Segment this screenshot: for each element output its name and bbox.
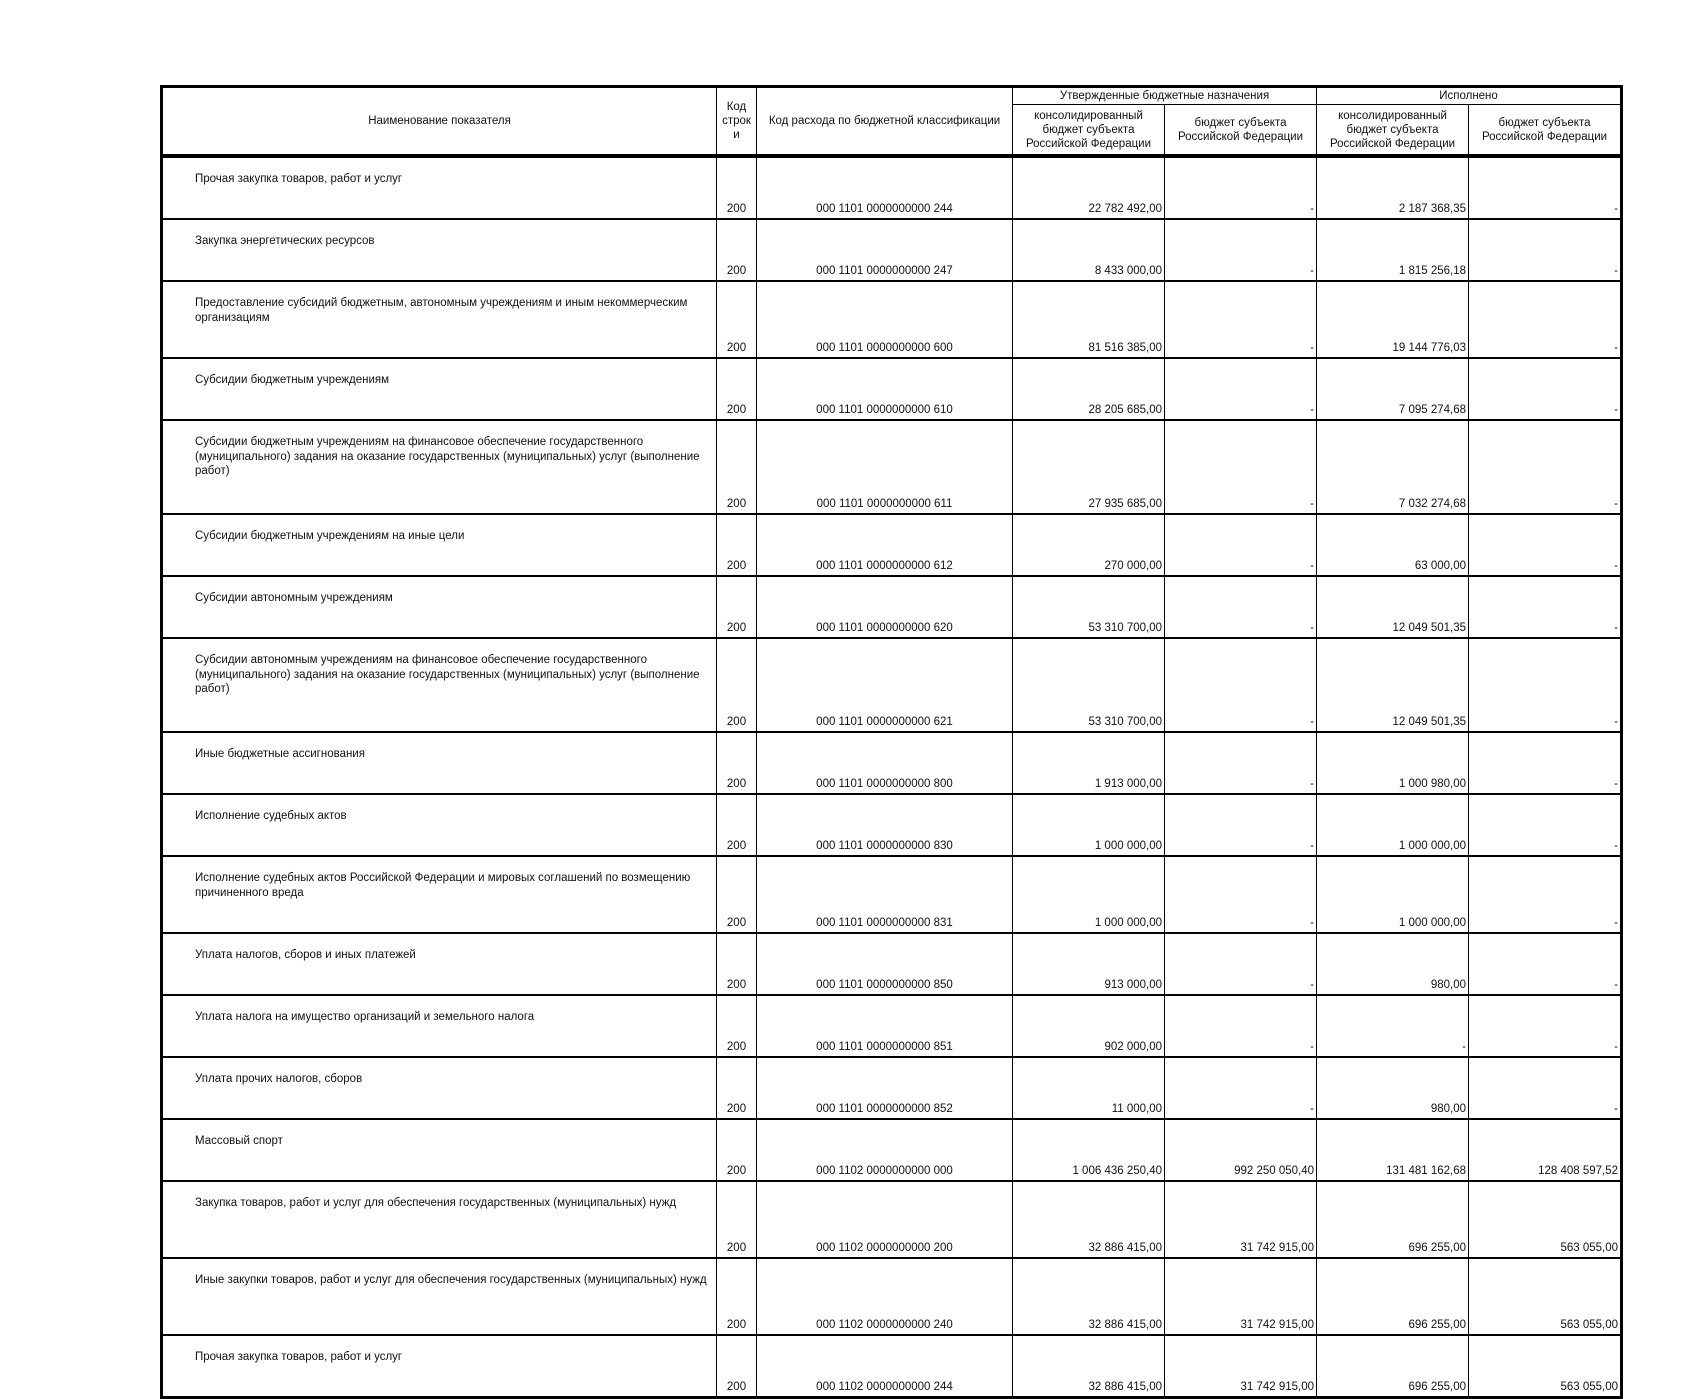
row-line-code: 200 bbox=[717, 219, 757, 281]
row-executed-consolidated: 2 187 368,35 bbox=[1317, 156, 1469, 219]
row-approved-consolidated: 913 000,00 bbox=[1013, 933, 1165, 995]
row-name: Закупка товаров, работ и услуг для обеспечения государственных (муниципальных) нужд bbox=[162, 1181, 717, 1258]
table-row bbox=[162, 995, 1622, 1057]
table-row bbox=[162, 420, 1622, 514]
row-executed-subject: - bbox=[1469, 420, 1622, 514]
row-name: Субсидии бюджетным учреждениям на иные цели bbox=[162, 514, 717, 576]
row-approved-subject: - bbox=[1165, 995, 1317, 1057]
row-approved-subject: 31 742 915,00 bbox=[1165, 1335, 1317, 1398]
row-executed-consolidated: 7 032 274,68 bbox=[1317, 420, 1469, 514]
row-executed-consolidated: 131 481 162,68 bbox=[1317, 1119, 1469, 1181]
row-name: Иные закупки товаров, работ и услуг для обеспечения государственных (муниципальных) нужд bbox=[162, 1258, 717, 1335]
row-executed-subject: - bbox=[1469, 1057, 1622, 1119]
row-executed-subject: - bbox=[1469, 995, 1622, 1057]
table-row bbox=[162, 1335, 1622, 1398]
row-budget-code: 000 1101 0000000000 830 bbox=[757, 794, 1013, 856]
row-approved-subject: - bbox=[1165, 576, 1317, 638]
row-name: Уплата налога на имущество организаций и земельного налога bbox=[162, 995, 717, 1057]
row-executed-consolidated: 1 000 000,00 bbox=[1317, 794, 1469, 856]
row-budget-code: 000 1102 0000000000 240 bbox=[757, 1258, 1013, 1335]
row-approved-consolidated: 27 935 685,00 bbox=[1013, 420, 1165, 514]
table-row bbox=[162, 856, 1622, 933]
row-executed-consolidated: 696 255,00 bbox=[1317, 1181, 1469, 1258]
row-executed-consolidated: 980,00 bbox=[1317, 1057, 1469, 1119]
row-line-code: 200 bbox=[717, 1181, 757, 1258]
row-name: Прочая закупка товаров, работ и услуг bbox=[162, 1335, 717, 1398]
row-executed-consolidated: 980,00 bbox=[1317, 933, 1469, 995]
table-row bbox=[162, 794, 1622, 856]
row-executed-subject: - bbox=[1469, 514, 1622, 576]
row-executed-consolidated: 1 815 256,18 bbox=[1317, 219, 1469, 281]
row-approved-subject: - bbox=[1165, 638, 1317, 732]
row-approved-subject: - bbox=[1165, 156, 1317, 219]
row-name: Исполнение судебных актов bbox=[162, 794, 717, 856]
table-row bbox=[162, 1181, 1622, 1258]
table-row bbox=[162, 638, 1622, 732]
row-approved-subject: - bbox=[1165, 358, 1317, 420]
table-row bbox=[162, 156, 1622, 219]
row-line-code: 200 bbox=[717, 1119, 757, 1181]
row-approved-subject: - bbox=[1165, 514, 1317, 576]
row-executed-subject: - bbox=[1469, 638, 1622, 732]
row-name: Прочая закупка товаров, работ и услуг bbox=[162, 156, 717, 219]
row-budget-code: 000 1101 0000000000 600 bbox=[757, 281, 1013, 358]
row-executed-subject: - bbox=[1469, 156, 1622, 219]
table-row bbox=[162, 576, 1622, 638]
row-executed-consolidated: 19 144 776,03 bbox=[1317, 281, 1469, 358]
row-budget-code: 000 1101 0000000000 831 bbox=[757, 856, 1013, 933]
row-line-code: 200 bbox=[717, 638, 757, 732]
row-executed-consolidated: - bbox=[1317, 995, 1469, 1057]
row-approved-consolidated: 1 913 000,00 bbox=[1013, 732, 1165, 794]
row-line-code: 200 bbox=[717, 794, 757, 856]
row-executed-subject: - bbox=[1469, 358, 1622, 420]
row-approved-consolidated: 270 000,00 bbox=[1013, 514, 1165, 576]
header-executed-subject: бюджет субъекта Российской Федерации bbox=[1469, 105, 1622, 157]
row-approved-subject: - bbox=[1165, 856, 1317, 933]
row-name: Исполнение судебных актов Российской Федерации и мировых соглашений по возмещению причиненного вреда bbox=[162, 856, 717, 933]
table-row bbox=[162, 1258, 1622, 1335]
row-approved-consolidated: 8 433 000,00 bbox=[1013, 219, 1165, 281]
row-executed-consolidated: 696 255,00 bbox=[1317, 1258, 1469, 1335]
row-executed-subject: 563 055,00 bbox=[1469, 1258, 1622, 1335]
row-approved-subject: 31 742 915,00 bbox=[1165, 1181, 1317, 1258]
header-approved-group: Утвержденные бюджетные назначения bbox=[1013, 87, 1317, 105]
row-line-code: 200 bbox=[717, 1258, 757, 1335]
row-approved-consolidated: 32 886 415,00 bbox=[1013, 1181, 1165, 1258]
row-executed-subject: 563 055,00 bbox=[1469, 1181, 1622, 1258]
header-executed-consolidated: консолидированный бюджет субъекта Российской Федерации bbox=[1317, 105, 1469, 157]
row-executed-subject: - bbox=[1469, 732, 1622, 794]
table-row bbox=[162, 732, 1622, 794]
row-budget-code: 000 1101 0000000000 247 bbox=[757, 219, 1013, 281]
row-budget-code: 000 1101 0000000000 852 bbox=[757, 1057, 1013, 1119]
row-approved-consolidated: 1 000 000,00 bbox=[1013, 794, 1165, 856]
row-name: Субсидии бюджетным учреждениям на финансовое обеспечение государственного (муниципального) задания на оказание государственных (муниципальных) услуг (выполнение работ) bbox=[162, 420, 717, 514]
row-executed-subject: - bbox=[1469, 281, 1622, 358]
row-approved-consolidated: 53 310 700,00 bbox=[1013, 638, 1165, 732]
row-line-code: 200 bbox=[717, 576, 757, 638]
row-approved-subject: - bbox=[1165, 794, 1317, 856]
row-line-code: 200 bbox=[717, 420, 757, 514]
row-approved-consolidated: 32 886 415,00 bbox=[1013, 1335, 1165, 1398]
row-approved-subject: - bbox=[1165, 933, 1317, 995]
row-executed-subject: - bbox=[1469, 933, 1622, 995]
table-row bbox=[162, 219, 1622, 281]
row-line-code: 200 bbox=[717, 856, 757, 933]
row-approved-subject: - bbox=[1165, 219, 1317, 281]
row-budget-code: 000 1101 0000000000 610 bbox=[757, 358, 1013, 420]
row-name: Субсидии бюджетным учреждениям bbox=[162, 358, 717, 420]
row-executed-consolidated: 1 000 000,00 bbox=[1317, 856, 1469, 933]
row-budget-code: 000 1102 0000000000 200 bbox=[757, 1181, 1013, 1258]
row-budget-code: 000 1101 0000000000 611 bbox=[757, 420, 1013, 514]
row-line-code: 200 bbox=[717, 1335, 757, 1398]
row-line-code: 200 bbox=[717, 358, 757, 420]
row-budget-code: 000 1102 0000000000 000 bbox=[757, 1119, 1013, 1181]
row-approved-consolidated: 81 516 385,00 bbox=[1013, 281, 1165, 358]
row-name: Закупка энергетических ресурсов bbox=[162, 219, 717, 281]
row-approved-subject: - bbox=[1165, 281, 1317, 358]
row-line-code: 200 bbox=[717, 514, 757, 576]
row-budget-code: 000 1101 0000000000 612 bbox=[757, 514, 1013, 576]
row-approved-subject: - bbox=[1165, 420, 1317, 514]
header-name: Наименование показателя bbox=[162, 87, 717, 157]
table-row bbox=[162, 358, 1622, 420]
row-name: Иные бюджетные ассигнования bbox=[162, 732, 717, 794]
budget-report-sheet bbox=[160, 85, 1620, 1399]
row-executed-subject: 563 055,00 bbox=[1469, 1335, 1622, 1398]
row-executed-consolidated: 63 000,00 bbox=[1317, 514, 1469, 576]
row-line-code: 200 bbox=[717, 933, 757, 995]
row-executed-consolidated: 696 255,00 bbox=[1317, 1335, 1469, 1398]
row-approved-consolidated: 11 000,00 bbox=[1013, 1057, 1165, 1119]
row-name: Массовый спорт bbox=[162, 1119, 717, 1181]
row-approved-subject: - bbox=[1165, 732, 1317, 794]
table-body bbox=[162, 156, 1622, 1398]
header-approved-consolidated: консолидированный бюджет субъекта Российской Федерации bbox=[1013, 105, 1165, 157]
row-budget-code: 000 1101 0000000000 800 bbox=[757, 732, 1013, 794]
table-row bbox=[162, 514, 1622, 576]
row-line-code: 200 bbox=[717, 156, 757, 219]
row-name: Субсидии автономным учреждениям bbox=[162, 576, 717, 638]
row-budget-code: 000 1102 0000000000 244 bbox=[757, 1335, 1013, 1398]
row-executed-consolidated: 7 095 274,68 bbox=[1317, 358, 1469, 420]
row-approved-consolidated: 53 310 700,00 bbox=[1013, 576, 1165, 638]
header-approved-subject: бюджет субъекта Российской Федерации bbox=[1165, 105, 1317, 157]
table-row bbox=[162, 281, 1622, 358]
header-line-code: Код строк и bbox=[717, 87, 757, 157]
row-executed-subject: - bbox=[1469, 856, 1622, 933]
table-row bbox=[162, 1057, 1622, 1119]
row-name: Уплата прочих налогов, сборов bbox=[162, 1057, 717, 1119]
row-executed-subject: - bbox=[1469, 794, 1622, 856]
header-executed-group: Исполнено bbox=[1317, 87, 1622, 105]
row-line-code: 200 bbox=[717, 1057, 757, 1119]
row-approved-consolidated: 902 000,00 bbox=[1013, 995, 1165, 1057]
header-budget-code: Код расхода по бюджетной классификации bbox=[757, 87, 1013, 157]
row-executed-subject: 128 408 597,52 bbox=[1469, 1119, 1622, 1181]
row-approved-consolidated: 22 782 492,00 bbox=[1013, 156, 1165, 219]
table-row bbox=[162, 933, 1622, 995]
row-approved-consolidated: 1 000 000,00 bbox=[1013, 856, 1165, 933]
row-budget-code: 000 1101 0000000000 244 bbox=[757, 156, 1013, 219]
row-approved-subject: - bbox=[1165, 1057, 1317, 1119]
row-name: Уплата налогов, сборов и иных платежей bbox=[162, 933, 717, 995]
row-budget-code: 000 1101 0000000000 621 bbox=[757, 638, 1013, 732]
table-row bbox=[162, 1119, 1622, 1181]
row-approved-consolidated: 1 006 436 250,40 bbox=[1013, 1119, 1165, 1181]
row-line-code: 200 bbox=[717, 995, 757, 1057]
row-executed-consolidated: 12 049 501,35 bbox=[1317, 576, 1469, 638]
expenses-table bbox=[160, 85, 1623, 1399]
row-budget-code: 000 1101 0000000000 620 bbox=[757, 576, 1013, 638]
row-approved-subject: 992 250 050,40 bbox=[1165, 1119, 1317, 1181]
row-name: Предоставление субсидий бюджетным, автономным учреждениям и иным некоммерческим организациям bbox=[162, 281, 717, 358]
row-line-code: 200 bbox=[717, 732, 757, 794]
row-executed-consolidated: 1 000 980,00 bbox=[1317, 732, 1469, 794]
table-header bbox=[162, 87, 1622, 157]
row-budget-code: 000 1101 0000000000 851 bbox=[757, 995, 1013, 1057]
row-approved-consolidated: 32 886 415,00 bbox=[1013, 1258, 1165, 1335]
row-executed-consolidated: 12 049 501,35 bbox=[1317, 638, 1469, 732]
row-budget-code: 000 1101 0000000000 850 bbox=[757, 933, 1013, 995]
row-approved-subject: 31 742 915,00 bbox=[1165, 1258, 1317, 1335]
row-executed-subject: - bbox=[1469, 219, 1622, 281]
row-approved-consolidated: 28 205 685,00 bbox=[1013, 358, 1165, 420]
row-name: Субсидии автономным учреждениям на финансовое обеспечение государственного (муниципального) задания на оказание государственных (муниципальных) услуг (выполнение работ) bbox=[162, 638, 717, 732]
row-executed-subject: - bbox=[1469, 576, 1622, 638]
row-line-code: 200 bbox=[717, 281, 757, 358]
